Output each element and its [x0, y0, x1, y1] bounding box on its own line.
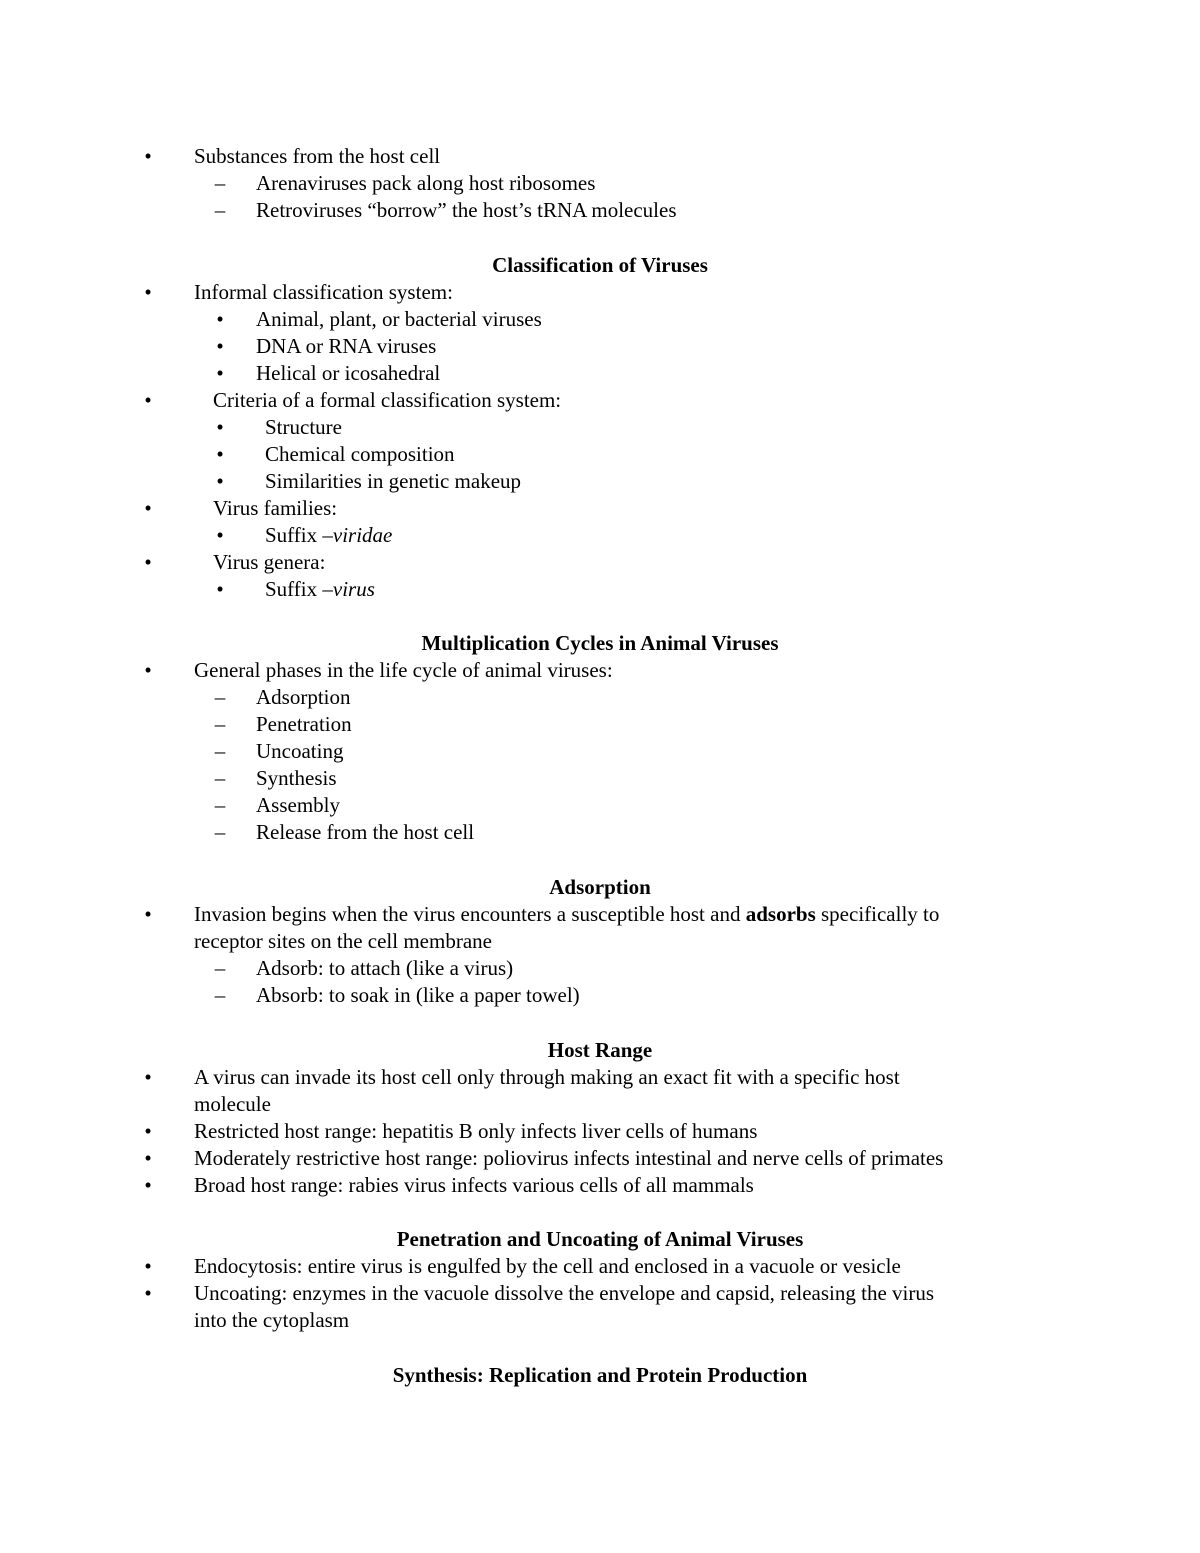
list-item-text: molecule — [194, 1092, 271, 1116]
list-item-text: Moderately restrictive host range: poliovirus infects intestinal and nerve cells of primates — [194, 1146, 944, 1170]
dash-icon: – — [214, 820, 226, 844]
dash-icon: – — [214, 766, 226, 790]
list-item-text: Broad host range: rabies virus infects various cells of all mammals — [194, 1173, 754, 1197]
bullet-icon: • — [216, 334, 224, 358]
bullet-icon: • — [144, 280, 152, 304]
list-item-text: into the cytoplasm — [194, 1308, 350, 1332]
list-item-text: Arenaviruses pack along host ribosomes — [256, 171, 596, 195]
bullet-icon: • — [216, 307, 224, 331]
list-item-text: Penetration — [256, 712, 352, 736]
text-part: Invasion begins when the virus encounters a susceptible host and — [194, 902, 746, 926]
list-item-text: Substances from the host cell — [194, 144, 441, 168]
dash-icon: – — [214, 198, 226, 222]
list-item-text: Restricted host range: hepatitis B only infects liver cells of humans — [194, 1119, 758, 1143]
bullet-icon: • — [144, 388, 152, 412]
bullet-icon: • — [144, 902, 152, 926]
list-item-text: Assembly — [256, 793, 340, 817]
list-item-text — [194, 901, 939, 928]
section-heading: Adsorption — [549, 875, 651, 899]
list-item-text: Adsorb: to attach (like a virus) — [256, 956, 514, 980]
list-item-text — [265, 576, 375, 603]
list-item-text — [265, 522, 392, 549]
bullet-icon: • — [144, 550, 152, 574]
list-item-text: Uncoating — [256, 739, 344, 763]
bullet-icon: • — [216, 361, 224, 385]
bullet-icon: • — [144, 658, 152, 682]
list-item-text: Criteria of a formal classification system: — [213, 388, 562, 412]
dash-icon: – — [214, 171, 226, 195]
bullet-icon: • — [216, 577, 224, 601]
bullet-icon: • — [144, 1173, 152, 1197]
bullet-icon: • — [144, 1119, 152, 1143]
list-item-text: Synthesis — [256, 766, 337, 790]
bullet-icon: • — [144, 1254, 152, 1278]
dash-icon: – — [214, 739, 226, 763]
list-item-text: Absorb: to soak in (like a paper towel) — [256, 983, 580, 1007]
list-item-text: Helical or icosahedral — [256, 361, 441, 385]
suffix-term: virus — [332, 577, 375, 601]
bullet-icon: • — [144, 496, 152, 520]
text-part: specifically to — [815, 902, 940, 926]
bullet-icon: • — [216, 469, 224, 493]
dash-icon: – — [214, 983, 226, 1007]
list-item-text: Structure — [265, 415, 342, 439]
section-heading: Synthesis: Replication and Protein Production — [392, 1363, 808, 1387]
list-item-text: Chemical composition — [265, 442, 455, 466]
list-item-text: Informal classification system: — [194, 280, 453, 304]
list-item-text: DNA or RNA viruses — [256, 334, 437, 358]
list-item-text: Adsorption — [256, 685, 351, 709]
dash-icon: – — [214, 793, 226, 817]
bullet-icon: • — [144, 1146, 152, 1170]
list-item-text: General phases in the life cycle of animal viruses: — [194, 658, 613, 682]
section-heading: Multiplication Cycles in Animal Viruses — [421, 631, 779, 655]
suffix-term: viridae — [332, 523, 393, 547]
dash-icon: – — [214, 712, 226, 736]
dash-icon: – — [214, 685, 226, 709]
bold-term: adsorbs — [745, 902, 816, 926]
section-heading: Host Range — [547, 1038, 653, 1062]
suffix-prefix: Suffix – — [265, 577, 333, 601]
section-heading: Penetration and Uncoating of Animal Viruses — [396, 1227, 804, 1251]
suffix-prefix: Suffix – — [265, 523, 333, 547]
list-item-text: A virus can invade its host cell only through making an exact fit with a specific host — [194, 1065, 900, 1089]
bullet-icon: • — [144, 144, 152, 168]
dash-icon: – — [214, 956, 226, 980]
bullet-icon: • — [216, 415, 224, 439]
list-item-text: Similarities in genetic makeup — [265, 469, 522, 493]
list-item-text: Release from the host cell — [256, 820, 475, 844]
list-item-text: Retroviruses “borrow” the host’s tRNA molecules — [256, 198, 677, 222]
section-heading: Classification of Viruses — [492, 253, 708, 277]
list-item-text: Endocytosis: entire virus is engulfed by the cell and enclosed in a vacuole or vesicle — [194, 1254, 901, 1278]
bullet-icon: • — [144, 1065, 152, 1089]
list-item-text: Virus families: — [213, 496, 338, 520]
list-item-text: Virus genera: — [213, 550, 326, 574]
list-item-text: receptor sites on the cell membrane — [194, 929, 492, 953]
bullet-icon: • — [216, 442, 224, 466]
list-item-text: Animal, plant, or bacterial viruses — [256, 307, 542, 331]
bullet-icon: • — [216, 523, 224, 547]
list-item-text: Uncoating: enzymes in the vacuole dissolve the envelope and capsid, releasing the virus — [194, 1281, 935, 1305]
bullet-icon: • — [144, 1281, 152, 1305]
